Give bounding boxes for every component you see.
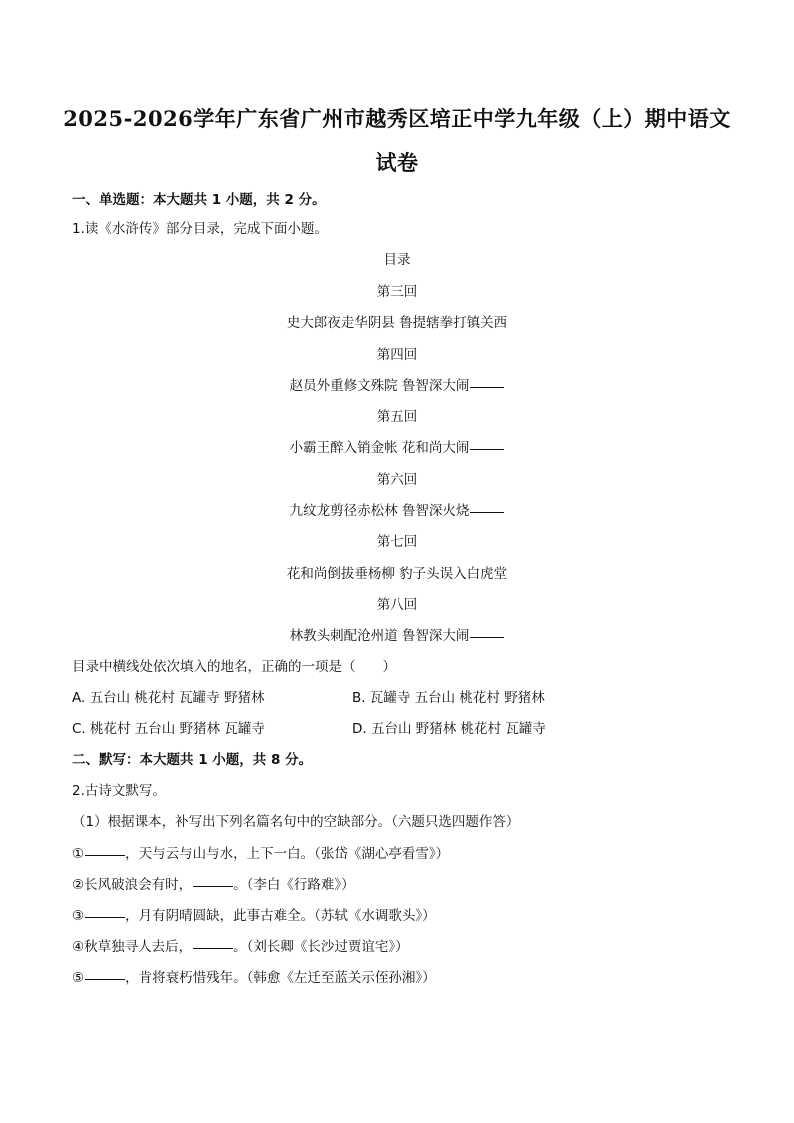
toc-chapter-7: 第七回 (376, 534, 418, 550)
fill-blank (470, 636, 504, 638)
fill-blank (193, 947, 233, 949)
section1-heading: 一、单选题：本大题共 1 小题，共 2 分。 (72, 192, 326, 208)
toc-chapter-5: 第五回 (376, 409, 418, 425)
option-b[interactable]: B. 瓦罐寺 五台山 桃花村 野猪林 (352, 690, 545, 706)
question2-sub: （1）根据课本，补写出下列名篇名句中的空缺部分。（六题只选四题作答） (72, 814, 520, 830)
recite-item-1: ① ，天与云与山与水，上下一白。（张岱《湖心亭看雪》） (72, 846, 450, 862)
recite-item-4: ④秋草独寻人去后， 。（刘长卿《长沙过贾谊宅》） (72, 939, 409, 955)
exam-title-line1: 2025-2026学年广东省广州市越秀区培正中学九年级（上）期中语文 (63, 106, 731, 131)
toc-title-4: 赵员外重修文殊院 鲁智深大闹 (0, 374, 794, 394)
toc-chapter-3: 第三回 (376, 284, 418, 300)
fill-blank (85, 854, 125, 856)
fill-blank (470, 386, 504, 388)
toc-title-5: 小霸王醉入销金帐 花和尚大闹 (0, 436, 794, 456)
question2-text: 2.古诗文默写。 (72, 783, 166, 799)
section2-heading: 二、默写：本大题共 1 小题，共 8 分。 (72, 752, 313, 768)
fill-blank (470, 511, 504, 513)
fill-blank (470, 448, 504, 450)
toc-chapter-8: 第八回 (376, 597, 418, 613)
toc-chapter-6: 第六回 (376, 472, 418, 488)
toc-title-7: 花和尚倒拔垂杨柳 豹子头误入白虎堂 (286, 566, 508, 582)
toc-title-8: 林教头刺配沧州道 鲁智深大闹 (0, 624, 794, 644)
fill-blank (85, 978, 125, 980)
toc-title-3: 史大郎夜走华阴县 鲁提辖拳打镇关西 (286, 315, 508, 331)
toc-heading: 目录 (383, 252, 411, 268)
question1-prompt: 目录中横线处依次填入的地名，正确的一项是（ ） (72, 659, 396, 675)
exam-title-line2: 试卷 (375, 150, 419, 175)
toc-title-6: 九纹龙剪径赤松林 鲁智深火烧 (0, 499, 794, 519)
fill-blank (193, 885, 233, 887)
recite-item-2: ②长风破浪会有时， 。（李白《行路难》） (72, 877, 355, 893)
question1-text: 1.读《水浒传》部分目录，完成下面小题。 (72, 221, 328, 237)
toc-chapter-4: 第四回 (376, 347, 418, 363)
recite-item-3: ③ ，月有阴晴圆缺，此事古难全。（苏轼《水调歌头》） (72, 908, 436, 924)
fill-blank (85, 916, 125, 918)
option-d[interactable]: D. 五台山 野猪林 桃花村 瓦罐寺 (352, 721, 546, 737)
option-a[interactable]: A. 五台山 桃花村 瓦罐寺 野猪林 (72, 690, 265, 706)
option-c[interactable]: C. 桃花村 五台山 野猪林 瓦罐寺 (72, 721, 265, 737)
recite-item-5: ⑤ ，肯将衰朽惜残年。（韩愈《左迁至蓝关示侄孙湘》） (72, 970, 436, 986)
